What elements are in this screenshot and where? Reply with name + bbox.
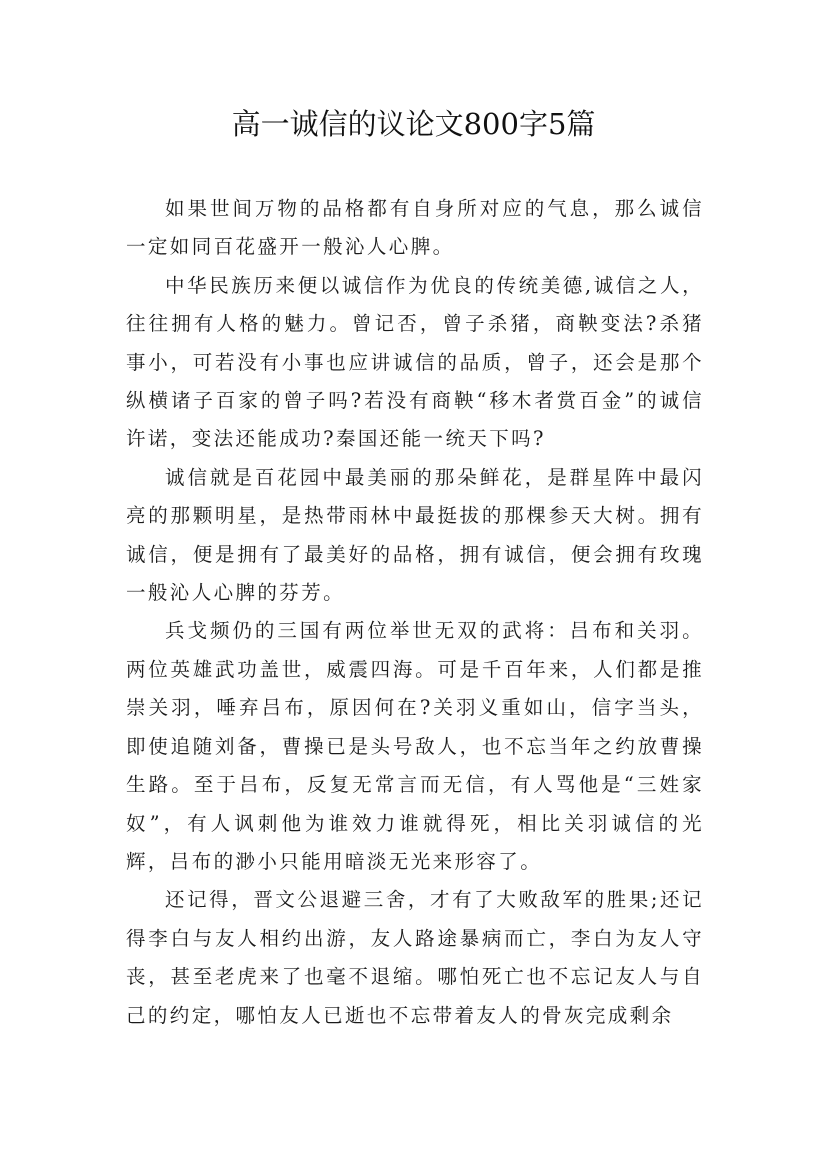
paragraph: 还记得，晋文公退避三舍，才有了大败敌军的胜果;还记得李白与友人相约出游，友人路途暴病而亡，李白为友人守丧，甚至老虎来了也毫不退缩。哪怕死亡也不忘记友人与自己的约定，哪怕友人已逝也不忘带着友人的骨灰完成剩余	[126, 888, 704, 1027]
paragraph: 诚信就是百花园中最美丽的那朵鲜花，是群星阵中最闪亮的那颗明星，是热带雨林中最挺拔的那棵参天大树。拥有诚信，便是拥有了最美好的品格，拥有诚信，便会拥有玫瑰一般沁人心脾的芬芳。	[126, 465, 704, 605]
document-title: 高一诚信的议论文800字5篇	[231, 107, 596, 141]
paragraph: 兵戈频仍的三国有两位举世无双的武将：吕布和关羽。两位英雄武功盖世，威震四海。可是千百年来，人们都是推崇关羽，唾弃吕布，原因何在?关羽义重如山，信字当头，即使追随刘备，曹操已是头号敌人，也不忘当年之约放曹操生路。至于吕布，反复无常言而无信，有人骂他是“三姓家奴”，有人讽刺他为谁效力谁就得死，相比关羽诚信的光辉，吕布的渺小只能用暗淡无光来形容了。	[126, 619, 704, 873]
paragraph: 如果世间万物的品格都有自身所对应的气息，那么诚信一定如同百花盛开一般沁人心脾。	[126, 197, 704, 259]
paragraph: 中华民族历来便以诚信作为优良的传统美德,诚信之人，往往拥有人格的魅力。曾记否，曾子杀猪，商鞅变法?杀猪事小，可若没有小事也应讲诚信的品质，曾子，还会是那个纵横诸子百家的曾子吗?若没有商鞅“移木者赏百金”的诚信许诺，变法还能成功?秦国还能一统天下吗?	[126, 273, 704, 451]
document-body	[126, 190, 704, 1035]
